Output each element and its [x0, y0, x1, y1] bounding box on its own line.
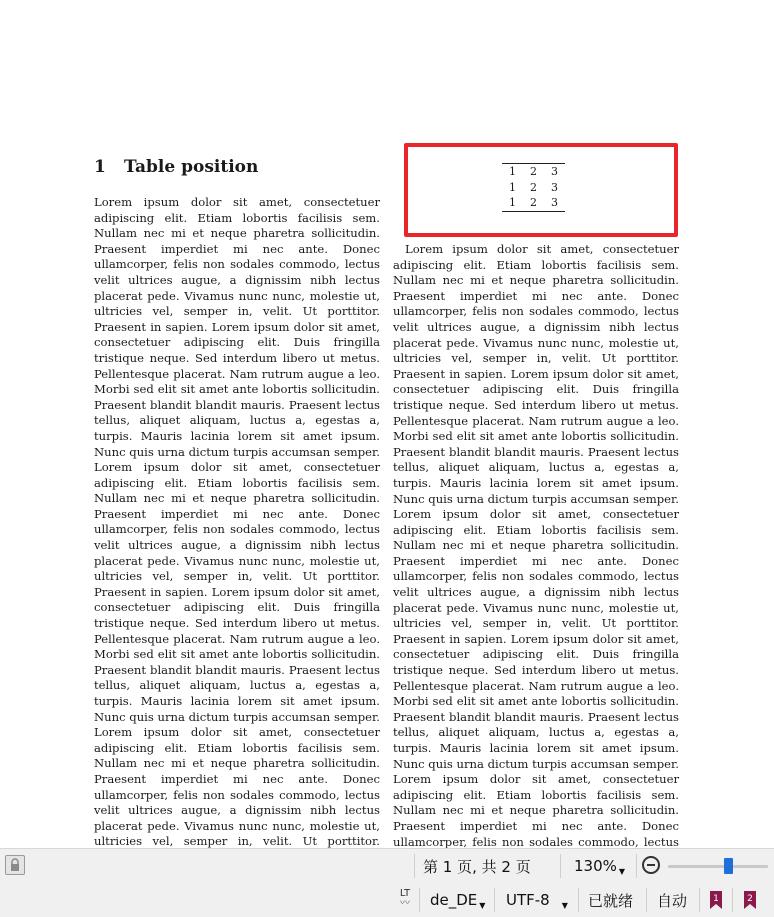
- separator: [560, 854, 561, 878]
- status-bar-top: [0, 848, 774, 883]
- encoding-label: UTF-8: [506, 891, 550, 909]
- encoding-dropdown[interactable]: [506, 883, 568, 917]
- status-text: 已就绪: [588, 891, 634, 910]
- table-cell: 3: [551, 165, 558, 179]
- table-cell: 1: [509, 196, 516, 210]
- separator: [636, 854, 637, 878]
- table-cell: 2: [530, 180, 537, 194]
- left-column-paragraph: Lorem ipsum dolor sit amet, consectetuer adipiscing elit. Etiam lobortis facilisis sem. Nullam nec mi et neque pharetra sollicitudin. Praesent imperdiet mi nec ante. Donec ullamcorper, felis non sodales commodo, lectus velit ultrices augue, a dignissim nibh lectus placerat pede. Vivamus nunc nunc, molestie ut, ultricies vel, semper in, velit. Ut porttitor. Praesent in sapien. Lorem ipsum dolor sit amet, consectetuer adipiscing elit. Duis fringilla tristique neque. Sed interdum libero ut metus. Pellentesque placerat. Nam rutrum augue a leo. Morbi sed elit sit amet ante lobortis sollicitudin. Praesent blandit blandit mauris. Praesent lectus tellus, aliquet aliquam, luctus a, egestas a, turpis. Mauris lacinia lorem sit amet ipsum. Nunc quis urna dictum turpis accumsan semper. Lorem ipsum dolor sit amet, consectetuer adipiscing elit. Etiam lobortis facilisis sem. Nullam nec mi et neque pharetra sollicitudin. Praesent imperdiet mi nec ante. Donec ullamcorper, felis non sodales commodo, lectus velit ultrices augue, a dignissim nibh lectus placerat pede. Vivamus nunc nunc, molestie ut, ultricies vel, semper in, velit. Ut porttitor. Praesent in sapien. Lorem ipsum dolor sit amet, consectetuer adipiscing elit. Duis fringilla tristique neque. Sed interdum libero ut metus. Pellentesque placerat. Nam rutrum augue a leo. Morbi sed elit sit amet ante lobortis sollicitudin. Praesent blandit blandit mauris. Praesent lectus tellus, aliquet aliquam, luctus a, egestas a, turpis. Mauris lacinia lorem sit amet ipsum. Nunc quis urna dictum turpis accumsan semper. Lorem ipsum dolor sit amet, consectetuer adipiscing elit. Etiam lobortis facilisis sem. Nullam nec mi et neque pharetra sollicitudin. Praesent imperdiet mi nec ante. Donec ullamcorper, felis non sodales commodo, lectus velit ultrices augue, a dignissim nibh lectus placerat pede. Vivamus nunc nunc, molestie ut, ultricies vel, semper in, velit. Ut porttitor.: [94, 195, 380, 848]
- status-bar-bottom: [0, 883, 774, 917]
- separator: [419, 888, 420, 912]
- zoom-level: 130%: [574, 857, 617, 875]
- table-cell: 3: [551, 196, 558, 210]
- zoom-slider[interactable]: [668, 865, 768, 868]
- separator: [414, 854, 415, 878]
- separator: [646, 888, 647, 912]
- separator: [494, 888, 495, 912]
- lock-icon[interactable]: [5, 855, 25, 875]
- language-label: de_DE: [430, 891, 478, 909]
- zoom-level-dropdown[interactable]: [574, 849, 625, 883]
- right-column-paragraph: Lorem ipsum dolor sit amet, consectetuer adipiscing elit. Etiam lobortis facilisis sem. Nullam nec mi et neque pharetra sollicitudin. Praesent imperdiet mi nec ante. Donec ullamcorper, felis non sodales commodo, lectus velit ultrices augue, a dignissim nibh lectus placerat pede. Vivamus nunc nunc, molestie ut, ultricies vel, semper in, velit. Ut porttitor. Praesent in sapien. Lorem ipsum dolor sit amet, consectetuer adipiscing elit. Duis fringilla tristique neque. Sed interdum libero ut metus. Pellentesque placerat. Nam rutrum augue a leo. Morbi sed elit sit amet ante lobortis sollicitudin. Praesent blandit blandit mauris. Praesent lectus tellus, aliquet aliquam, luctus a, egestas a, turpis. Mauris lacinia lorem sit amet ipsum. Nunc quis urna dictum turpis accumsan semper. Lorem ipsum dolor sit amet, consectetuer adipiscing elit. Etiam lobortis facilisis sem. Nullam nec mi et neque pharetra sollicitudin. Praesent imperdiet mi nec ante. Donec ullamcorper, felis non sodales commodo, lectus velit ultrices augue, a dignissim nibh lectus placerat pede. Vivamus nunc nunc, molestie ut, ultricies vel, semper in, velit. Ut porttitor. Praesent in sapien. Lorem ipsum dolor sit amet, consectetuer adipiscing elit. Duis fringilla tristique neque. Sed interdum libero ut metus. Pellentesque placerat. Nam rutrum augue a leo. Morbi sed elit sit amet ante lobortis sollicitudin. Praesent blandit blandit mauris. Praesent lectus tellus, aliquet aliquam, luctus a, egestas a, turpis. Mauris lacinia lorem sit amet ipsum. Nunc quis urna dictum turpis accumsan semper. Lorem ipsum dolor sit amet, consectetuer adipiscing elit. Etiam lobortis facilisis sem. Nullam nec mi et neque pharetra sollicitudin. Praesent imperdiet mi nec ante. Donec ullamcorper, felis non sodales commodo, lectus: [393, 242, 679, 848]
- table-cell: 1: [509, 165, 516, 179]
- left-column: [94, 195, 380, 848]
- zoom-out-icon[interactable]: [642, 856, 660, 874]
- right-column: [393, 242, 679, 848]
- chevron-down-icon: ▼: [479, 900, 486, 910]
- page-info: 第 1 页, 共 2 页: [423, 857, 531, 876]
- bookmark-2-icon[interactable]: [742, 890, 758, 910]
- separator: [699, 888, 700, 912]
- chevron-down-icon: ▼: [561, 900, 568, 910]
- zoom-slider-thumb[interactable]: [724, 858, 733, 874]
- language-tool-icon[interactable]: LT 〰: [399, 888, 411, 909]
- table-cell: 3: [551, 180, 558, 194]
- mode-label[interactable]: 自动: [657, 891, 688, 910]
- svg-text:2: 2: [747, 894, 753, 904]
- table-row: [502, 164, 565, 180]
- chevron-down-icon: ▼: [618, 866, 626, 876]
- table-row: [502, 180, 565, 196]
- table-row: [502, 195, 565, 211]
- section-title: Table position: [124, 157, 259, 177]
- table-cell: 2: [530, 196, 537, 210]
- svg-text:1: 1: [713, 894, 719, 904]
- section-number: 1: [94, 157, 106, 177]
- table-cell: 1: [509, 180, 516, 194]
- section-heading: [94, 157, 258, 177]
- separator: [578, 888, 579, 912]
- bookmark-1-icon[interactable]: [708, 890, 724, 910]
- table-cell: 2: [530, 165, 537, 179]
- separator: [732, 888, 733, 912]
- language-dropdown[interactable]: [430, 883, 485, 917]
- position-table: [502, 163, 565, 212]
